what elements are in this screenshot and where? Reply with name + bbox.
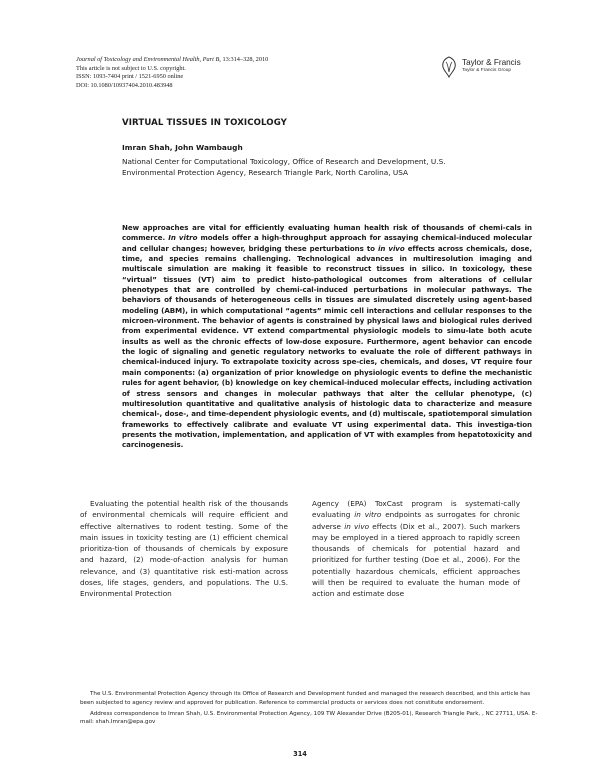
journal-citation: 13:314–328, 2010 (222, 56, 269, 63)
body-column-left: Evaluating the potential health risk of the thousands of environmental chemicals will require efficient and effective alternatives to rodent testing. Some of the main issues in toxicity testing are (1) efficient chemical prioritiza-tion of thousands of chemicals by exposure and hazard, (2) mode-of-action analysis for human relevance, and (3) quantitative risk esti-mation across doses, life stages, genders, and populations. The U.S. Environmental Protection (80, 499, 288, 599)
right-col-text-2: endpoints as surrogates for chronic adverse (312, 510, 521, 531)
abstract-in-vivo: in vivo (378, 243, 405, 253)
journal-citation-line (76, 56, 406, 65)
doi: DOI: 10.1080/10937404.2010.483948 (76, 81, 173, 89)
journal-header (76, 56, 406, 90)
right-col-in-vivo: in vivo (344, 521, 370, 531)
copyright-note: This article is not subject to U.S. copyright. (76, 64, 186, 72)
publisher-group: Taylor & Francis Group (462, 68, 512, 73)
abstract (122, 223, 532, 451)
article-authors: Imran Shah, John Wambaugh (122, 143, 243, 152)
abstract-text-3: effects across chemicals, dose, time, and species remains challenging. Technological advances in multiresolution imaging and multiscale simulation are making it feasible to reconstruct tissues in silico. In toxicology, these “virtual” tissues (VT) aim to predict histo-pathological outcomes from alterations of cellular phenotypes that are controlled by chemi-cal-induced perturbations in molecular pathways. The behaviors of thousands of heterogeneous cells in tissues are simulated discretely using agent-based modeling (ABM), in which computational “agents” mimic cell interactions and cellular responses to the microen-vironment. The behavior of agents is constrained by physical laws and biological rules derived from experimental evidence. VT extend compartmental physiologic models to simu-late both acute insults as well as the chronic effects of low-dose exposure. Furthermore, agent behavior can encode the logic of signaling and genetic regulatory networks to evaluate the role of different pathways in chemical-induced injury. To extrapolate toxicity across spe-cies, chemicals, and doses, VT require four main components: (a) organization of prior knowledge on physiologic events to define the mechanistic rules for agent behavior, (b) knowledge on key chemical-induced molecular effects, including activation of stress sensors and changes in molecular pathways that alter the cellular phenotype, (c) multiresolution quantitative and qualitative analysis of histologic data to characterize and measure chemical-, dose-, and time-dependent physiologic events, and (d) multiscale, spatiotemporal simulation frameworks to effectively calibrate and evaluate VT using experimental data. This investiga-tion presents the motivation, implementation, and application of VT with examples from hepatotoxicity and carcinogenesis. (122, 243, 533, 450)
right-col-in-vitro: in vitro (354, 510, 382, 520)
body-column-right (312, 498, 520, 600)
author-affiliation (122, 157, 532, 178)
publisher-logo-icon (440, 56, 458, 78)
right-col-text-1: Agency (EPA) ToxCast program is systemati-cally evaluating (312, 499, 520, 520)
abstract-text-2: models offer a high-throughput approach for assaying chemical-induced molecular and cellular changes; however, bridging these perturbations to (122, 233, 532, 253)
publisher-logo (440, 56, 560, 80)
footnotes (80, 690, 542, 727)
publisher-name: Taylor & Francis (462, 58, 521, 67)
funding-note: The U.S. Environmental Protection Agency through its Office of Research and Development funded and managed the research described, and this article has been subjected to agency review and approved for publication. Reference to commercial products or services does not constitute endorsement. (80, 691, 531, 706)
abstract-in-vitro: In vitro (168, 233, 198, 243)
page-number: 314 (293, 750, 307, 758)
article-title: VIRTUAL TISSUES IN TOXICOLOGY (122, 118, 287, 128)
abstract-text-1: New approaches are vital for efficiently evaluating human health risk of thousands of chemi-cals in commerce. (122, 223, 532, 243)
right-col-text-3: effects (Dix et al., 2007). Such markers may be employed in a tiered approach to rapidly screen thousands of chemicals for potential hazard and prioritized for further testing (Doe et al., 2006). For the potentially hazardous chemicals, efficient approaches will then be required to evaluate the human mode of action and estimate dose (312, 521, 521, 599)
journal-name: Journal of Toxicology and Environmental Health, Part B, (76, 56, 221, 63)
correspondence-address: Address correspondence to Imran Shah, U.S. Environmental Protection Agency, 109 TW Alexander Drive (B205-01), Research Triangle Park, , NC 27711, USA. E-mail: shah.Imran@epa.gov (80, 710, 538, 726)
affiliation-line-2: Environmental Protection Agency, Research Triangle Park, North Carolina, USA (122, 167, 409, 177)
issn: ISSN: 1093-7404 print / 1521-6950 online (76, 73, 184, 81)
affiliation-line-1: National Center for Computational Toxicology, Office of Research and Development, U.S. (122, 157, 446, 166)
